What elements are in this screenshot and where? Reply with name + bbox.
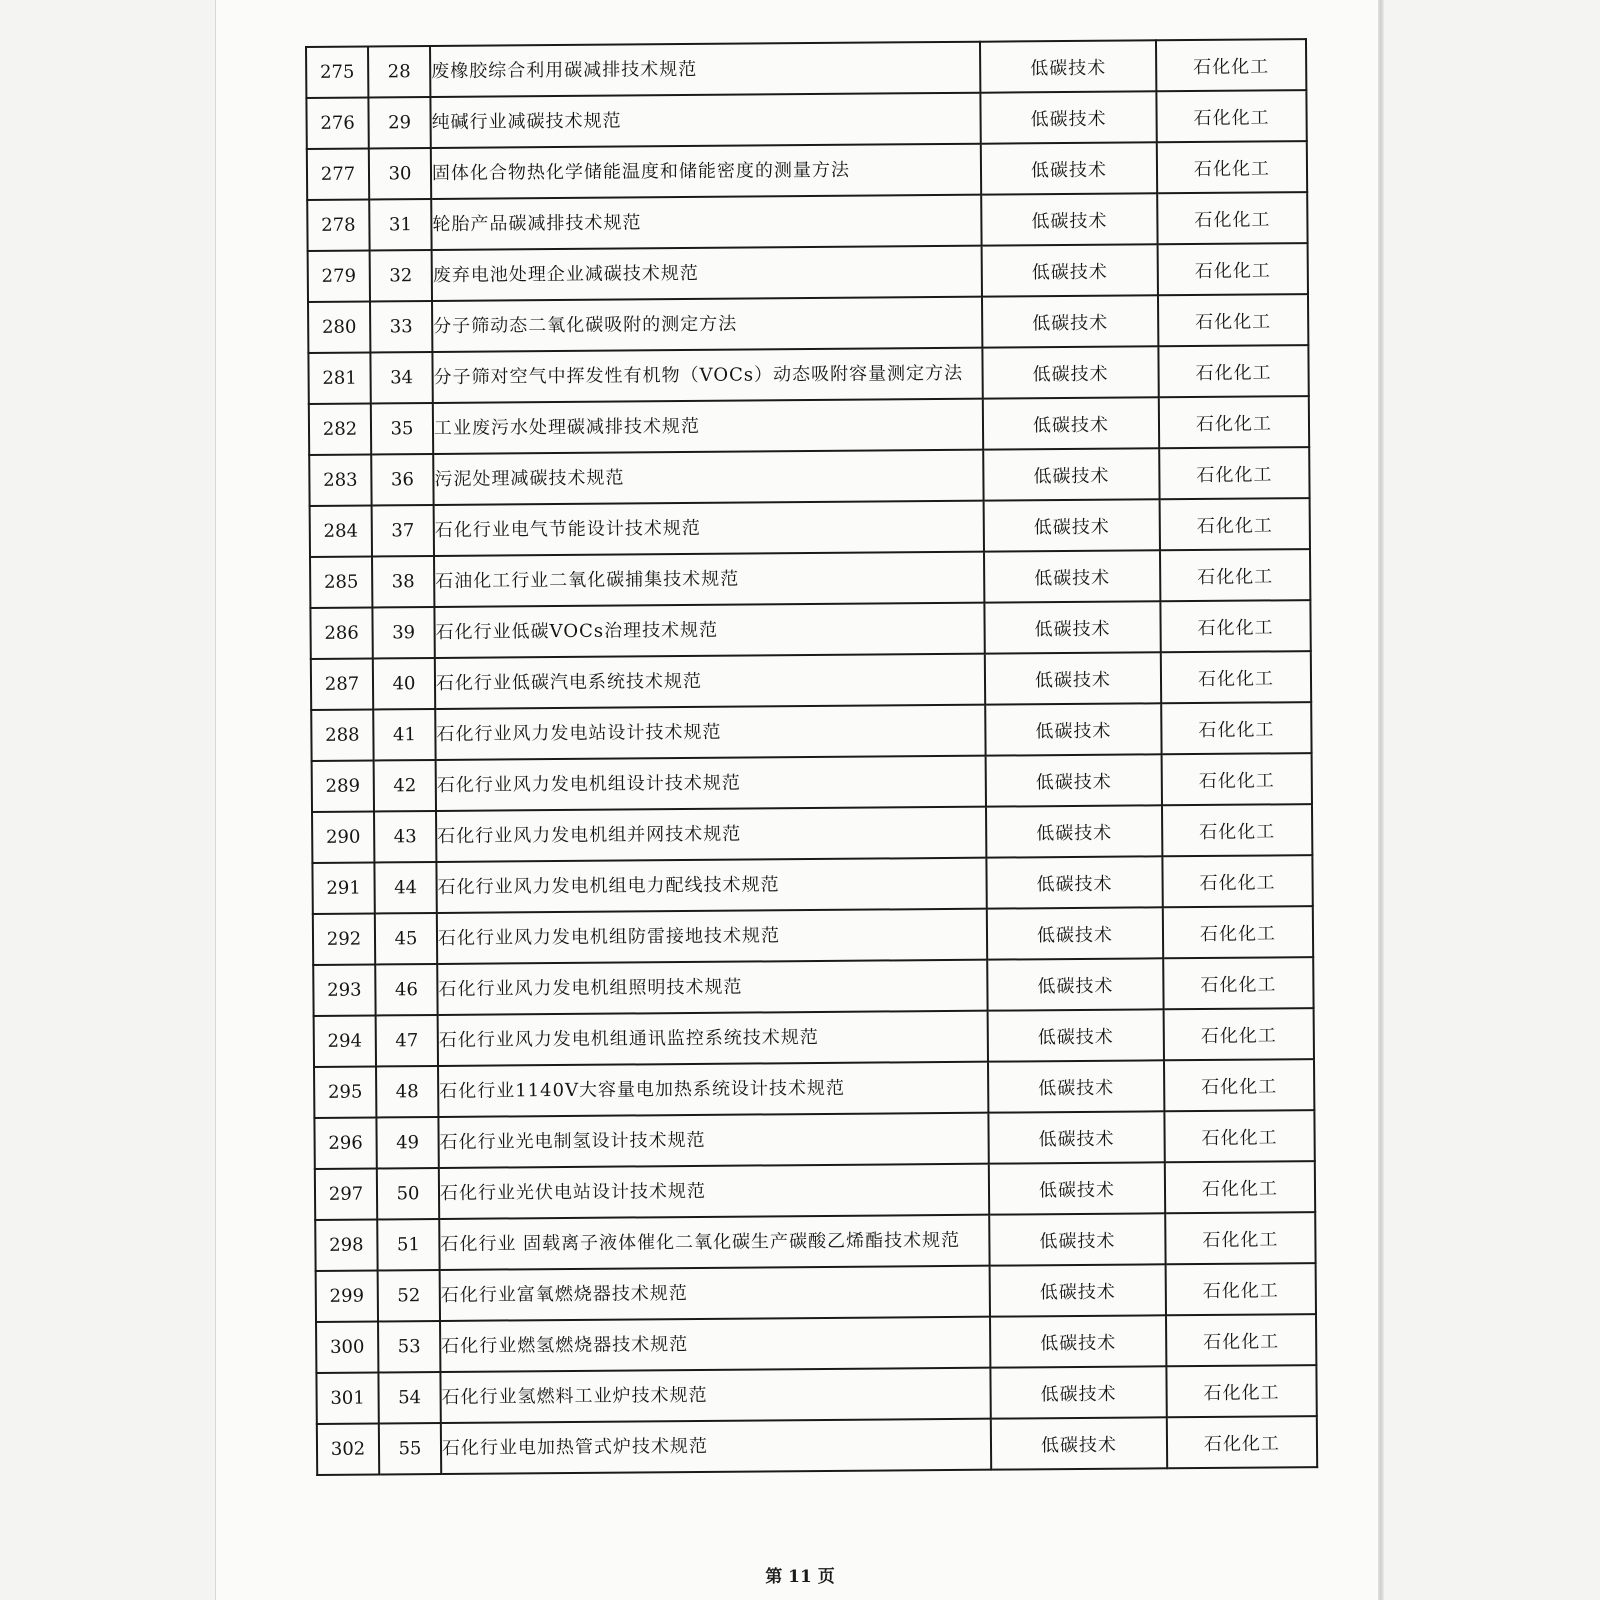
row-industry: 石化化工: [1166, 1365, 1316, 1417]
row-seq-number: 294: [314, 1015, 376, 1066]
row-category: 低碳技术: [983, 448, 1159, 500]
table-row: [311, 651, 1311, 710]
table-row: [309, 447, 1309, 506]
row-sub-number: 41: [373, 709, 435, 760]
row-standard-name: 石化行业燃氢燃烧器技术规范: [440, 1317, 990, 1372]
row-sub-number: 51: [377, 1219, 439, 1270]
row-sub-number: 39: [372, 607, 434, 658]
table-row: [315, 1212, 1315, 1271]
row-sub-number: 33: [370, 301, 432, 352]
row-seq-number: 276: [306, 98, 368, 149]
row-sub-number: 43: [374, 811, 436, 862]
row-sub-number: 50: [377, 1168, 439, 1219]
row-sub-number: 42: [374, 760, 436, 811]
row-seq-number: 287: [311, 658, 373, 709]
table-row: [307, 141, 1307, 200]
row-industry: 石化化工: [1157, 192, 1307, 244]
table-row: [308, 345, 1308, 404]
table-row: [310, 549, 1310, 608]
row-sub-number: 47: [376, 1015, 438, 1066]
row-industry: 石化化工: [1157, 141, 1307, 193]
row-sub-number: 48: [376, 1066, 438, 1117]
row-standard-name: 固体化合物热化学储能温度和储能密度的测量方法: [431, 144, 981, 199]
row-category: 低碳技术: [986, 754, 1162, 806]
row-seq-number: 299: [316, 1270, 378, 1321]
row-seq-number: 293: [313, 964, 375, 1015]
table-row: [310, 498, 1310, 557]
row-standard-name: 石化行业风力发电机组设计技术规范: [436, 756, 986, 811]
row-standard-name: 石化行业光伏电站设计技术规范: [439, 1164, 989, 1219]
row-standard-name: 石化行业风力发电机组电力配线技术规范: [436, 858, 986, 913]
row-sub-number: 34: [370, 352, 432, 403]
row-seq-number: 300: [316, 1321, 378, 1372]
row-seq-number: 290: [312, 811, 374, 862]
row-category: 低碳技术: [985, 703, 1161, 755]
row-category: 低碳技术: [984, 550, 1160, 602]
row-category: 低碳技术: [984, 499, 1160, 551]
row-category: 低碳技术: [980, 91, 1156, 143]
row-industry: 石化化工: [1163, 906, 1313, 958]
table-row: [314, 1059, 1314, 1118]
row-category: 低碳技术: [991, 1417, 1167, 1469]
row-sub-number: 37: [372, 505, 434, 556]
row-industry: 石化化工: [1156, 90, 1306, 142]
row-industry: 石化化工: [1164, 1059, 1314, 1111]
row-standard-name: 石化行业光电制氢设计技术规范: [438, 1113, 988, 1168]
page-edge-right: [1378, 0, 1384, 1600]
table-row: [313, 906, 1313, 965]
row-standard-name: 纯碱行业减碳技术规范: [430, 93, 980, 148]
row-seq-number: 289: [312, 760, 374, 811]
row-seq-number: 285: [310, 556, 372, 607]
row-industry: 石化化工: [1160, 600, 1310, 652]
row-seq-number: 281: [308, 352, 370, 403]
row-category: 低碳技术: [982, 346, 1158, 398]
standards-table: [305, 38, 1318, 1476]
row-industry: 石化化工: [1159, 396, 1309, 448]
row-category: 低碳技术: [988, 1009, 1164, 1061]
row-standard-name: 石化行业低碳汽电系统技术规范: [435, 654, 985, 709]
row-seq-number: 295: [314, 1066, 376, 1117]
row-seq-number: 282: [309, 403, 371, 454]
row-industry: 石化化工: [1164, 1110, 1314, 1162]
row-seq-number: 283: [309, 454, 371, 505]
row-industry: 石化化工: [1162, 855, 1312, 907]
table-row: [310, 600, 1310, 659]
row-industry: 石化化工: [1159, 447, 1309, 499]
table-row: [306, 39, 1306, 98]
table-row: [314, 1008, 1314, 1067]
row-category: 低碳技术: [985, 652, 1161, 704]
row-industry: 石化化工: [1165, 1161, 1315, 1213]
row-seq-number: 284: [310, 505, 372, 556]
row-industry: 石化化工: [1158, 345, 1308, 397]
row-industry: 石化化工: [1161, 651, 1311, 703]
page-number: 第 11 页: [765, 1567, 835, 1587]
row-seq-number: 286: [310, 607, 372, 658]
row-category: 低碳技术: [987, 907, 1163, 959]
row-category: 低碳技术: [981, 193, 1157, 245]
table-row: [312, 753, 1312, 812]
row-standard-name: 石化行业氢燃料工业炉技术规范: [440, 1368, 990, 1423]
row-category: 低碳技术: [988, 1111, 1164, 1163]
row-industry: 石化化工: [1166, 1314, 1316, 1366]
row-sub-number: 30: [369, 148, 431, 199]
table-body: [306, 39, 1317, 1475]
row-seq-number: 291: [312, 862, 374, 913]
row-sub-number: 52: [378, 1270, 440, 1321]
row-standard-name: 石化行业风力发电机组并网技术规范: [436, 807, 986, 862]
row-sub-number: 35: [371, 403, 433, 454]
row-category: 低碳技术: [987, 958, 1163, 1010]
table-row: [308, 243, 1308, 302]
table-row: [312, 804, 1312, 863]
row-standard-name: 工业废污水处理碳减排技术规范: [433, 399, 983, 454]
table-row: [307, 192, 1307, 251]
row-standard-name: 轮胎产品碳减排技术规范: [431, 195, 981, 250]
row-standard-name: 分子筛动态二氧化碳吸附的测定方法: [432, 297, 982, 352]
row-sub-number: 45: [375, 913, 437, 964]
row-standard-name: 废橡胶综合利用碳减排技术规范: [430, 42, 980, 97]
row-sub-number: 32: [370, 250, 432, 301]
row-seq-number: 301: [316, 1372, 378, 1423]
row-category: 低碳技术: [986, 856, 1162, 908]
row-seq-number: 297: [315, 1168, 377, 1219]
row-standard-name: 石化行业电加热管式炉技术规范: [441, 1419, 991, 1474]
row-category: 低碳技术: [988, 1060, 1164, 1112]
row-sub-number: 36: [371, 454, 433, 505]
row-sub-number: 49: [376, 1117, 438, 1168]
row-industry: 石化化工: [1156, 39, 1306, 91]
row-category: 低碳技术: [982, 244, 1158, 296]
row-seq-number: 292: [313, 913, 375, 964]
row-seq-number: 279: [308, 250, 370, 301]
row-category: 低碳技术: [986, 805, 1162, 857]
row-sub-number: 31: [369, 199, 431, 250]
row-sub-number: 53: [378, 1321, 440, 1372]
table-row: [316, 1365, 1316, 1424]
row-sub-number: 55: [379, 1423, 441, 1474]
row-category: 低碳技术: [983, 397, 1159, 449]
row-category: 低碳技术: [982, 295, 1158, 347]
table-row: [306, 90, 1306, 149]
row-industry: 石化化工: [1163, 957, 1313, 1009]
table-row: [309, 396, 1309, 455]
row-industry: 石化化工: [1161, 702, 1311, 754]
row-industry: 石化化工: [1167, 1416, 1317, 1468]
row-sub-number: 38: [372, 556, 434, 607]
row-standard-name: 分子筛对空气中挥发性有机物（VOCs）动态吸附容量测定方法: [432, 348, 982, 403]
row-sub-number: 46: [375, 964, 437, 1015]
row-sub-number: 54: [378, 1372, 440, 1423]
row-industry: 石化化工: [1158, 243, 1308, 295]
row-seq-number: 280: [308, 301, 370, 352]
row-standard-name: 石化行业富氧燃烧器技术规范: [440, 1266, 990, 1321]
table-row: [313, 957, 1313, 1016]
row-sub-number: 44: [374, 862, 436, 913]
row-category: 低碳技术: [989, 1162, 1165, 1214]
row-category: 低碳技术: [990, 1264, 1166, 1316]
table-row: [311, 702, 1311, 761]
row-standard-name: 石化行业低碳VOCs治理技术规范: [434, 603, 984, 658]
page-edge-left: [215, 0, 216, 1600]
row-industry: 石化化工: [1160, 549, 1310, 601]
row-industry: 石化化工: [1165, 1212, 1315, 1264]
table-row: [316, 1314, 1316, 1373]
row-category: 低碳技术: [989, 1213, 1165, 1265]
row-industry: 石化化工: [1158, 294, 1308, 346]
row-industry: 石化化工: [1164, 1008, 1314, 1060]
row-standard-name: 石化行业电气节能设计技术规范: [434, 501, 984, 556]
table-row: [312, 855, 1312, 914]
row-industry: 石化化工: [1166, 1263, 1316, 1315]
row-seq-number: 288: [311, 709, 373, 760]
table-row: [316, 1263, 1316, 1322]
row-sub-number: 29: [368, 97, 430, 148]
row-category: 低碳技术: [990, 1366, 1166, 1418]
row-industry: 石化化工: [1160, 498, 1310, 550]
row-seq-number: 302: [317, 1423, 379, 1474]
row-standard-name: 石化行业风力发电机组通讯监控系统技术规范: [438, 1011, 988, 1066]
row-seq-number: 277: [307, 149, 369, 200]
row-category: 低碳技术: [981, 142, 1157, 194]
table-row: [314, 1110, 1314, 1169]
row-standard-name: 石油化工行业二氧化碳捕集技术规范: [434, 552, 984, 607]
table-row: [308, 294, 1308, 353]
row-standard-name: 石化行业1140V大容量电加热系统设计技术规范: [438, 1062, 988, 1117]
row-sub-number: 28: [368, 46, 430, 97]
row-standard-name: 石化行业 固载离子液体催化二氧化碳生产碳酸乙烯酯技术规范: [439, 1215, 989, 1270]
row-industry: 石化化工: [1162, 753, 1312, 805]
row-standard-name: 石化行业风力发电站设计技术规范: [435, 705, 985, 760]
row-category: 低碳技术: [980, 40, 1156, 92]
row-seq-number: 296: [314, 1117, 376, 1168]
row-category: 低碳技术: [984, 601, 1160, 653]
row-industry: 石化化工: [1162, 804, 1312, 856]
table-row: [317, 1416, 1317, 1475]
row-sub-number: 40: [373, 658, 435, 709]
row-seq-number: 298: [315, 1219, 377, 1270]
row-standard-name: 废弃电池处理企业减碳技术规范: [432, 246, 982, 301]
row-standard-name: 污泥处理减碳技术规范: [433, 450, 983, 505]
row-standard-name: 石化行业风力发电机组防雷接地技术规范: [437, 909, 987, 964]
row-seq-number: 275: [306, 47, 368, 98]
row-seq-number: 278: [307, 200, 369, 251]
row-category: 低碳技术: [990, 1315, 1166, 1367]
row-standard-name: 石化行业风力发电机组照明技术规范: [437, 960, 987, 1015]
table-row: [315, 1161, 1315, 1220]
